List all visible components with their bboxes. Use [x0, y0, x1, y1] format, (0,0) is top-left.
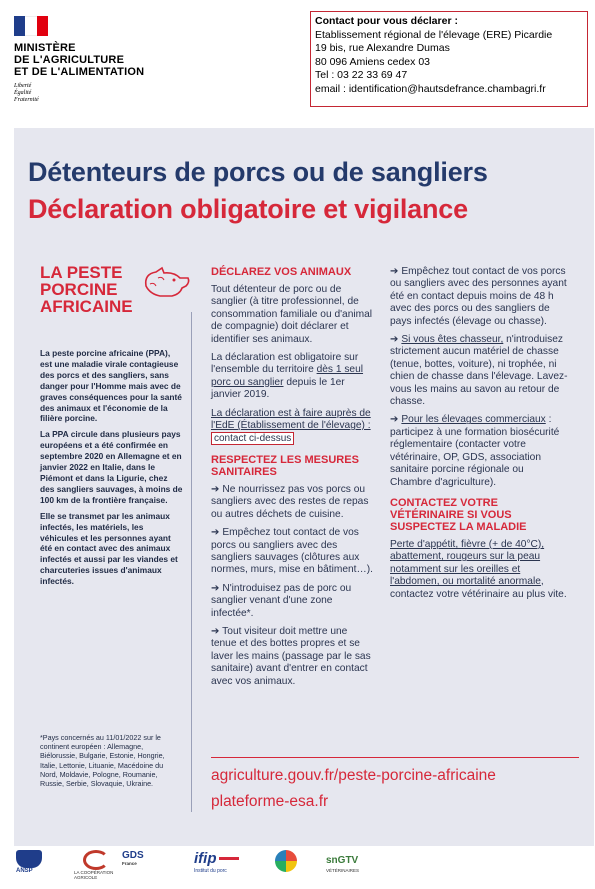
column-divider	[191, 312, 192, 812]
coop-icon	[83, 850, 109, 870]
mesures-heading: RESPECTEZ LES MESURES SANITAIRES	[211, 453, 359, 478]
page-title: Détenteurs de porcs ou de sangliers	[28, 157, 488, 187]
mesure-item: ➔ Tout visiteur doit mettre une tenue et des bottes propres et se laver les mains (passage par le sas sanitaire) avant d'entrer en contact avec vos animaux.	[211, 625, 371, 687]
ansp-label: ANSP	[16, 868, 33, 874]
shield-icon	[16, 850, 42, 868]
ifip-logo	[194, 850, 248, 874]
ppa-paragraph-2: La PPA circule dans plusieurs pays européens et a été confirmée en septembre 2020 en Allemagne et en janvier 2022 en Italie, dans le Piémont et dans la Ligurie, chez des sangliers sauvages, à moins de 100 km de la frontière française.	[40, 429, 183, 505]
ministry-name: MINISTÈRE DE L'AGRICULTURE ET DE L'ALIMENTATION	[14, 42, 145, 78]
ppa-title: LA PESTE PORCINE AFRICAINE	[40, 263, 133, 316]
ifip-bar	[219, 857, 239, 860]
gds-sub: France	[122, 861, 137, 866]
hunter-label: Si vous êtes chasseur,	[401, 334, 504, 346]
farm-label: Pour les élevages commerciaux	[401, 414, 546, 426]
declare-where: La déclaration est à faire auprès de l'EdE (Établissement de l'élevage) :	[211, 407, 371, 432]
coop-logo	[74, 850, 118, 880]
contact-email[interactable]: email : identification@hautsdefrance.chambagri.fr	[315, 82, 546, 95]
contact-box	[310, 11, 588, 107]
vet-heading: CONTACTEZ VOTRE VÉTÉRINAIRE SI VOUS SUSPECTEZ LA MALADIE	[390, 496, 527, 533]
mesure-item: ➔ Ne nourrissez pas vos porcs ou sangliers avec des restes de repas ou autres déchets de cuisine.	[211, 483, 369, 520]
declare-paragraph-3	[211, 408, 374, 446]
symptoms: Perte d'appétit, fièvre (+ de 40°C), abattement, rougeurs sur la peau notamment sur les oreilles et l'abdomen, ou mortalité anormale	[390, 538, 545, 588]
mesure-item: ➔ N'introduisez pas de porc ou sanglier venant d'une zone infectée*.	[211, 582, 352, 619]
pig-icon	[140, 264, 192, 300]
middle-column	[211, 266, 374, 694]
partner-orb-logo	[269, 850, 303, 880]
link-plateforme-esa[interactable]: plateforme-esa.fr	[211, 793, 329, 810]
page-subtitle: Déclaration obligatoire et vigilance	[28, 194, 468, 224]
contact-address-2: 80 096 Amiens cedex 03	[315, 55, 430, 68]
ifip-label: ifip	[194, 850, 217, 867]
declare-emphasis: dès 1 seul porc ou sanglier	[211, 364, 364, 388]
sngtv-label: snGTV	[326, 855, 359, 866]
declare-heading: DÉCLAREZ VOS ANIMAUX	[211, 266, 352, 278]
contact-link[interactable]: contact ci-dessus	[211, 432, 294, 445]
vet-text: , contactez votre vétérinaire au plus vite.	[390, 576, 567, 600]
sngtv-logo	[326, 850, 374, 873]
declare-text-end: depuis le 1er janvier 2019.	[211, 376, 345, 401]
ppa-paragraph-3: Elle se transmet par les animaux infectés, les matériels, les véhicules et les personnes ayant été en contact avec des animaux infectés et aussi par les viandes et charcuteries issues d'animaux infectés.	[40, 510, 178, 587]
ansp-logo	[16, 850, 48, 876]
motto: Liberté Égalité Fraternité	[14, 83, 39, 103]
link-agriculture[interactable]: agriculture.gouv.fr/peste-porcine-africaine	[211, 767, 496, 784]
links-divider	[211, 757, 579, 758]
vet-advice	[390, 539, 568, 601]
declare-paragraph-1: Tout détenteur de porc ou de sanglier (à titre professionnel, de consommation familiale ou d'animal de compagnie) doit déclarer et identifier ses animaux.	[211, 284, 373, 345]
right-column	[390, 266, 568, 607]
farm-text: : participez à une formation biosécurité réglementaire (contacter votre vétérinaire, OP, GDS, association sanitaire porcine régionale ou Chambre d'agriculture).	[390, 414, 560, 488]
contact-title: Contact pour vous déclarer :	[315, 15, 458, 27]
footnote: *Pays concernés au 11/01/2022 sur le continent européen : Allemagne, Biélorussie, Bulgarie, Estonie, Hongrie, Italie, Lettonie, Lituanie, Macédoine du Nord, Moldavie, Pologne, Roumanie, Russie, Serbie, Slovaquie, Ukraine.	[40, 733, 165, 789]
orb-icon	[275, 850, 297, 872]
coop-label: LA COOPÉRATION AGRICOLE	[74, 870, 114, 880]
contact-org: Etablissement régional de l'élevage (ERE) Picardie	[315, 28, 553, 41]
ministry-logo	[14, 16, 174, 104]
ppa-description	[40, 348, 183, 592]
contact-tel: Tel : 03 22 33 69 47	[315, 69, 408, 82]
sngtv-sub: VÉTÉRINAIRES	[326, 868, 360, 873]
french-flag-icon	[14, 16, 48, 36]
declare-paragraph-2	[211, 352, 374, 402]
partner-logos	[14, 848, 594, 882]
ppa-paragraph-1: La peste porcine africaine (PPA), est une maladie virale contagieuse des porcs et des sangliers, sans danger pour l'Homme mais avec de graves conséquences pour la santé des animaux et l'économie de la filière porcine.	[40, 348, 182, 424]
mesure-item: ➔ Empêchez tout contact de vos porcs ou sangliers avec des sangliers sauvages (clôtures aux normes, murs, mise en bâtiment…).	[211, 527, 373, 576]
hunter-text: n'introduisez strictement aucun matériel de chasse (tenue, bottes, voiture), ni trophée, ni chien de chasse dans l'élevage. Lavez-vous les mains au savon au retour de chasse.	[390, 334, 568, 408]
gds-label: GDS	[122, 850, 144, 861]
farm-advice: ➔ Pour les élevages commerciaux : participez à une formation biosécurité réglementaire (contacter votre vétérinaire, OP, GDS, association sanitaire porcine régionale ou Chambre d'agriculture).	[390, 414, 560, 488]
gds-logo	[122, 850, 182, 866]
ifip-sub: Institut du porc	[194, 868, 227, 874]
contact-restriction: ➔ Empêchez tout contact de vos porcs ou sangliers avec des personnes ayant été en contact depuis moins de 48 h avec des porcs ou des sangliers de pays infectés (élevage ou chasse).	[390, 266, 567, 327]
contact-address-1: 19 bis, rue Alexandre Dumas	[315, 42, 450, 55]
declare-text: La déclaration est obligatoire sur l'ensemble du territoire	[211, 352, 359, 376]
hunter-advice: ➔ Si vous êtes chasseur, n'introduisez strictement aucun matériel de chasse (tenue, bottes, voiture), ni trophée, ni chien de chasse dans l'élevage. Lavez-vous les mains au savon au retour de chasse.	[390, 334, 568, 408]
